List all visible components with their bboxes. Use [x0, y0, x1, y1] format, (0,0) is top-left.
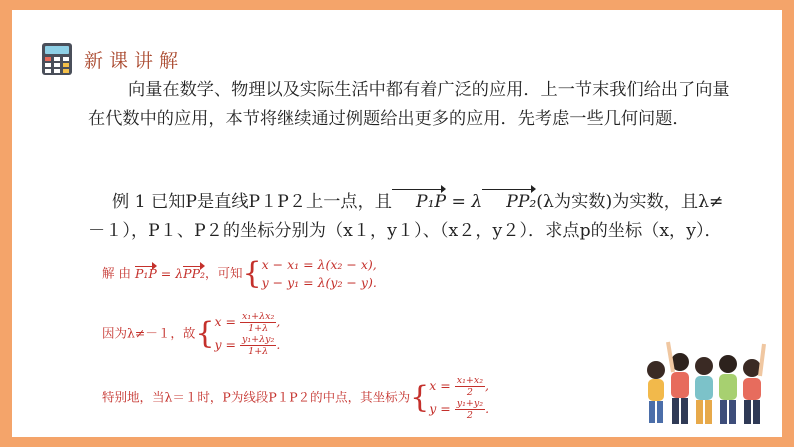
section-title: 新课讲解 — [84, 49, 185, 72]
left-brace: { — [242, 256, 262, 291]
student-1 — [647, 361, 665, 423]
x-label: x = — [214, 314, 236, 329]
y-label: y = — [214, 337, 237, 352]
fraction-numerator: x₁+x₂ — [456, 375, 484, 386]
student-5 — [743, 344, 764, 424]
fraction-denominator: 2 — [466, 387, 473, 398]
student-2 — [668, 342, 689, 424]
solution-line2-prefix: 因为λ≠－１，故 — [102, 325, 196, 341]
equation-system-3: x = $\frac{\text{x₁+x₂}}{2}$ , y = $\frac{\text{y₁+y₂}}{2}$ . — [429, 375, 490, 421]
intro-paragraph: 向量在数学、物理以及实际生活中都有着广泛的应用．上一节末我们给出了向量在代数中的应用，本节将继续通过例题给出更多的应用．先考虑一些几何问题． — [88, 80, 730, 129]
example-paragraph — [88, 188, 733, 246]
fraction-denominator: 2 — [466, 410, 473, 421]
section-header — [40, 40, 184, 78]
fraction-y — [240, 334, 276, 357]
y-label: y = — [429, 401, 451, 416]
example-text-1: 例 1 已知P是直线P１P２上一点，且 — [112, 192, 392, 212]
vector-pp2: PP₂ — [482, 188, 536, 217]
fraction-x — [240, 311, 276, 334]
calculator-icon — [40, 42, 74, 76]
left-brace: { — [410, 380, 430, 415]
equation-system-2: x = $\frac{\text{x₁+λx₂}}{1+\lambda}$ , y = $\frac{\text{y₁+λy₂}}{1+\lambda}$ . — [214, 311, 281, 357]
fraction-numerator: y₁+y₂ — [456, 398, 484, 409]
slide — [12, 10, 782, 437]
students-illustration — [640, 332, 768, 430]
equation-y: y − y₁ = λ(y₂ − y). — [261, 275, 377, 290]
solution-equals-lambda: = λ — [156, 265, 184, 281]
fraction-denominator: 1+λ — [248, 323, 269, 334]
solution-line-1 — [102, 256, 377, 292]
solution-vector-pp2: PP₂ — [183, 265, 205, 281]
x-label: x = — [429, 378, 451, 393]
solution-vector-p1p: P₁P — [134, 265, 157, 281]
fraction-denominator: 1+λ — [248, 346, 269, 357]
fraction-numerator: x₁+λx₂ — [241, 311, 275, 322]
equation-system-1 — [262, 256, 377, 292]
vector-p1p: P₁P — [392, 188, 446, 217]
fraction-x — [455, 375, 485, 398]
solution-line3-prefix: 特别地，当λ＝１时，P为线段P１P２的中点，其坐标为 — [102, 389, 411, 405]
fraction-numerator: y₁+λy₂ — [242, 334, 275, 345]
equation-x: x − x₁ = λ(x₂ − x), — [261, 257, 377, 272]
solution-line-2 — [102, 311, 280, 357]
solution-line-3 — [102, 375, 489, 421]
student-4 — [719, 355, 737, 424]
solution-line1-mid: ，可知 — [205, 265, 243, 281]
example-text-2: (λ为实数)为实数，且λ≠－１），P１、P２的坐标分别为（x１，y１）、（x２，y２）．求点p的坐标（x，y）． — [88, 192, 724, 241]
fraction-y — [455, 398, 485, 421]
equals-lambda: = λ — [446, 192, 483, 212]
student-3 — [695, 357, 713, 424]
solution-line1-prefix: 解 由 — [102, 265, 131, 281]
left-brace: { — [195, 316, 215, 351]
